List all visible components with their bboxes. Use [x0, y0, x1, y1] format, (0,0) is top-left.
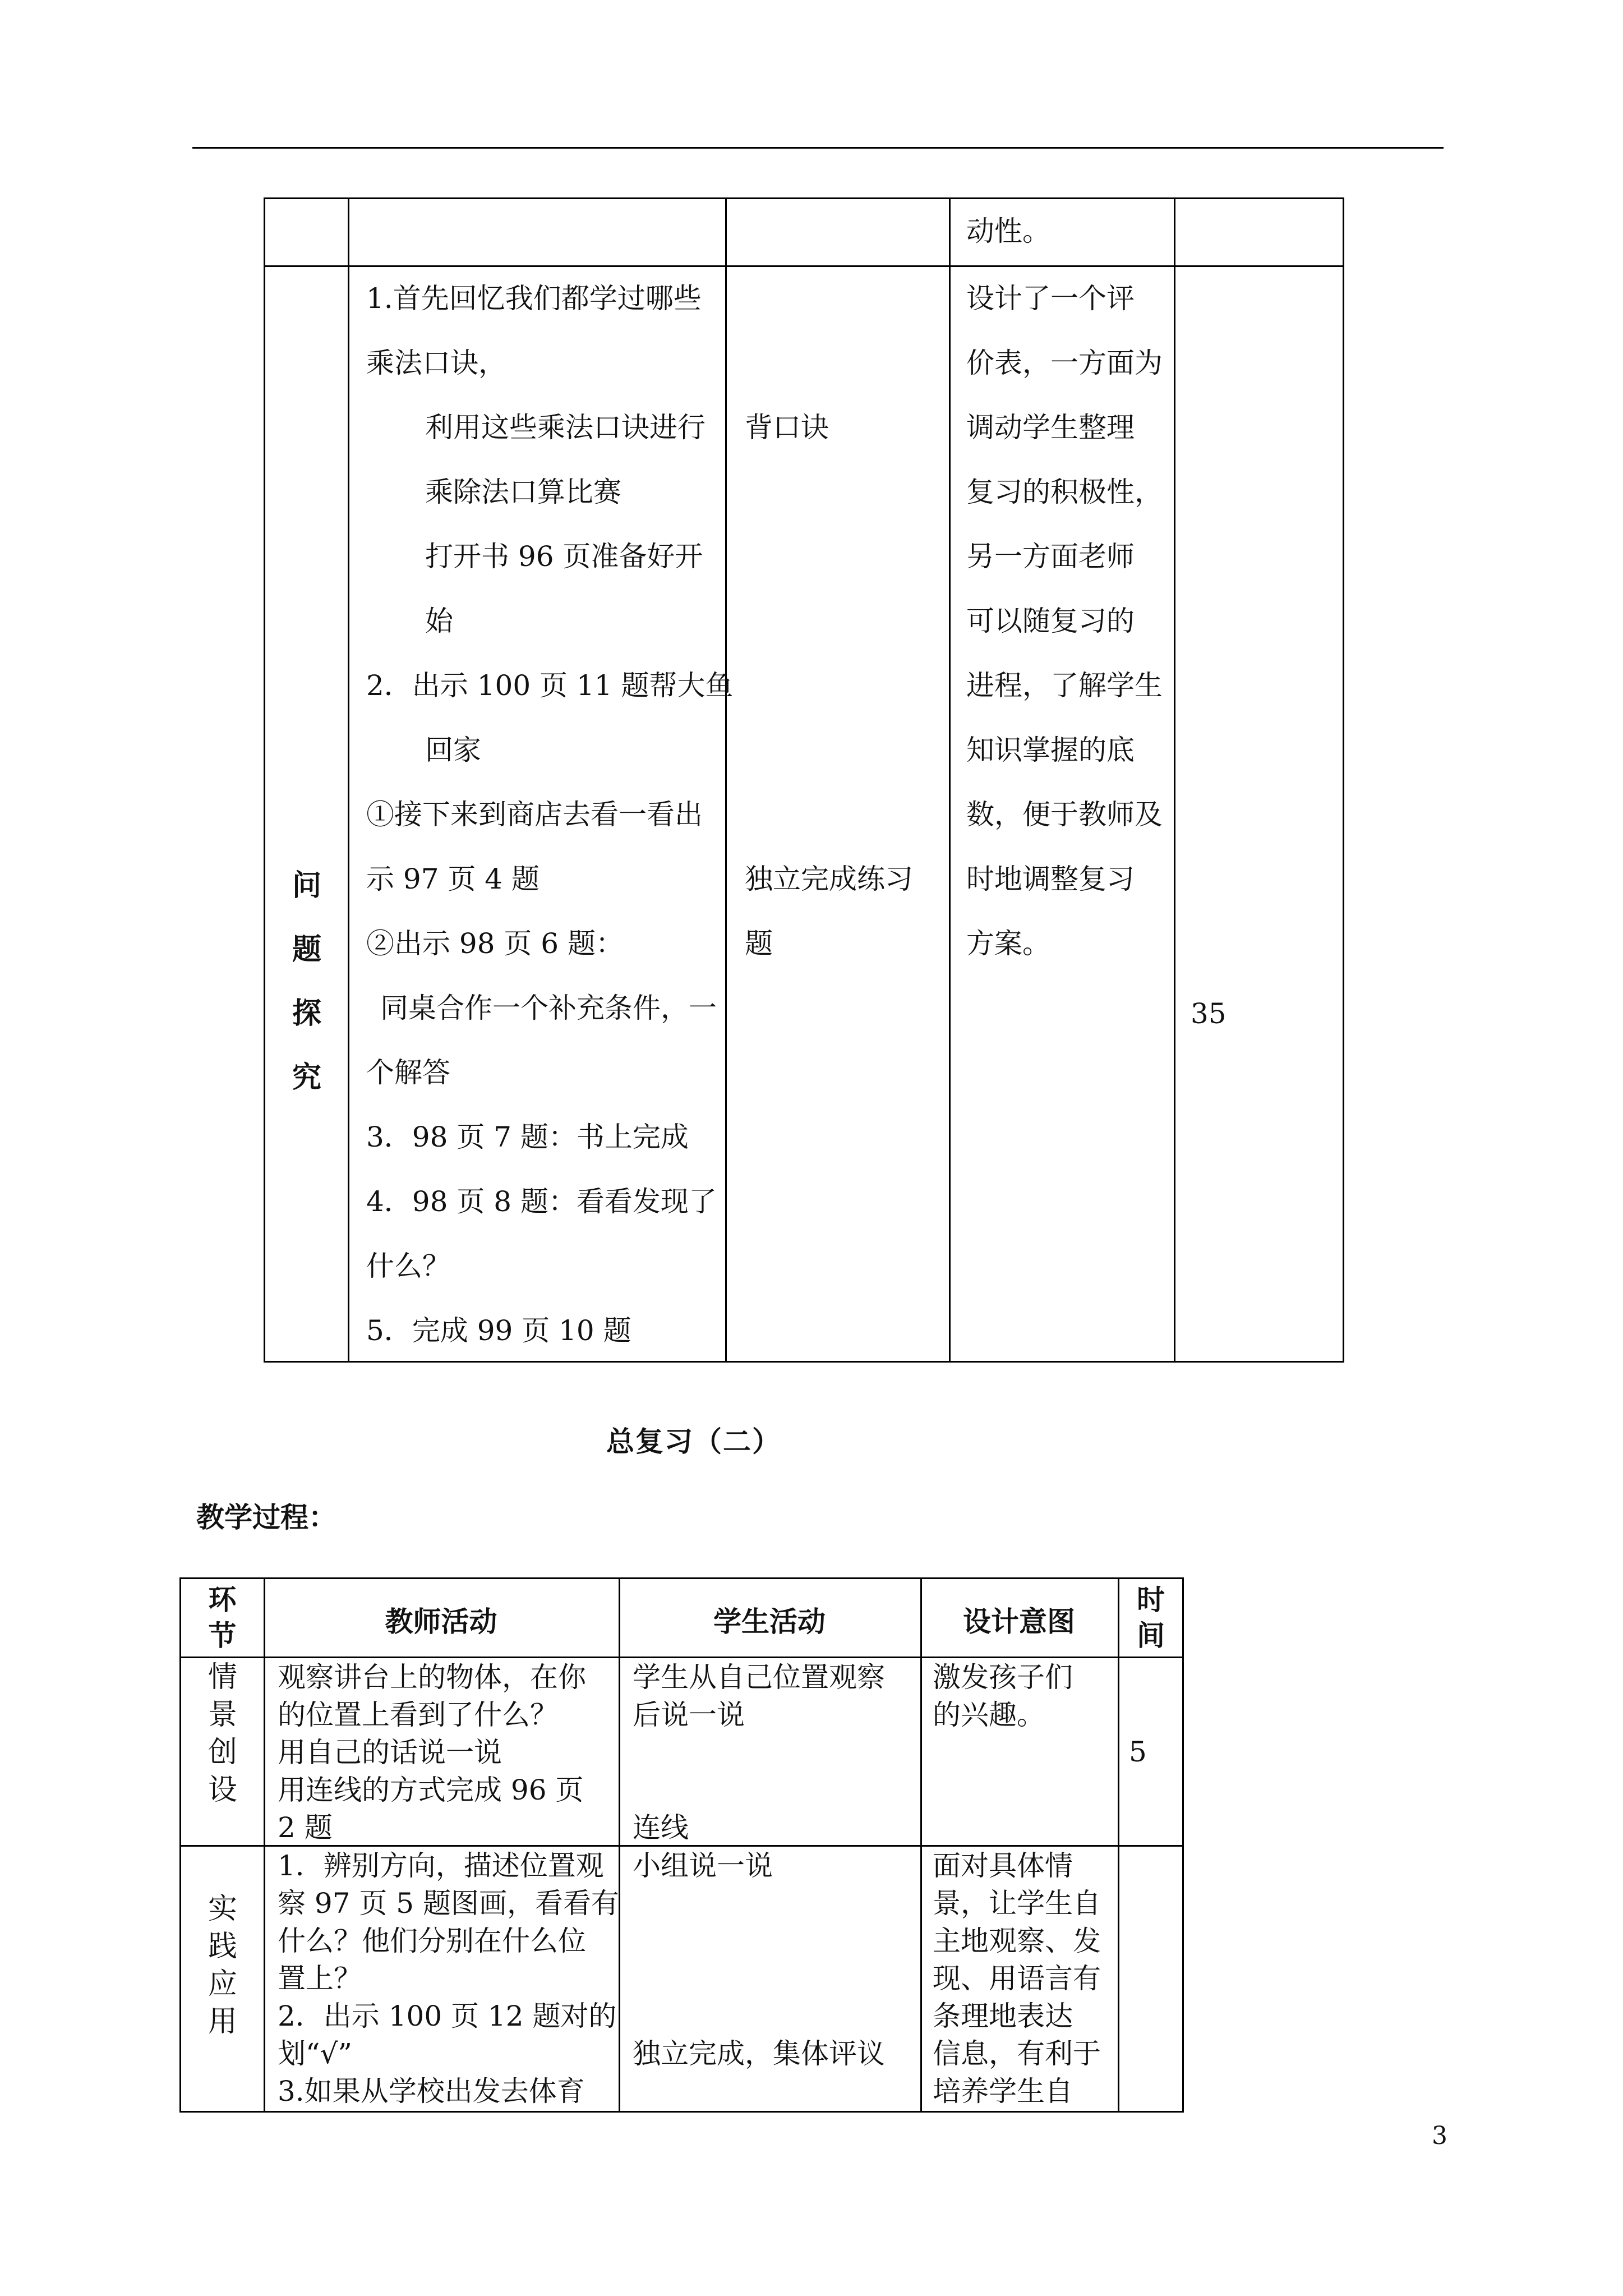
lesson-table-2	[179, 1577, 1184, 2113]
design-line: 数，便于教师及	[966, 798, 1163, 831]
header-time	[1118, 1582, 1184, 1654]
time-cell	[1191, 982, 1227, 1046]
stage-char: 探	[292, 996, 321, 1030]
teacher-line: 同桌合作一个补充条件，一	[380, 992, 717, 1024]
design-line: 面对具体情	[933, 1849, 1073, 1882]
design-line: 主地观察、发	[933, 1925, 1101, 1957]
stage-char: 应	[208, 1967, 237, 2001]
design-line: 知识掌握的底	[966, 734, 1135, 766]
teacher-line: 5．完成 99 页 10 题	[366, 1314, 631, 1347]
design-intent-cell	[966, 266, 1163, 976]
student-line: 题	[745, 927, 773, 960]
teacher-line: 始	[425, 605, 453, 637]
teacher-line: 3.如果从学校出发去体育	[278, 2075, 585, 2108]
design-line: 可以随复习的	[966, 605, 1135, 637]
student-activity-cell	[745, 395, 829, 460]
teacher-line: 2．出示 100 页 12 题对的	[278, 2000, 617, 2032]
design-line: 设计了一个评	[966, 282, 1135, 315]
design-line: 的兴趣。	[933, 1699, 1045, 1731]
teacher-activity-cell	[366, 266, 733, 1363]
design-line: 时地调整复习	[966, 863, 1135, 895]
teacher-line: 示 97 页 4 题	[366, 863, 540, 895]
header-teacher: 教师活动	[385, 1605, 497, 1638]
student-activity-extra	[633, 1809, 689, 1847]
header-char: 间	[1137, 1619, 1165, 1652]
header-rule	[192, 147, 1444, 149]
stage-char: 问	[292, 868, 321, 903]
student-activity-cell	[633, 1847, 773, 1885]
time-value: 35	[1191, 997, 1227, 1030]
teacher-line: 1．辨别方向，描述位置观	[278, 1849, 604, 1882]
teacher-line: 置上？	[278, 1962, 362, 1995]
student-line: 背口诀	[745, 411, 829, 444]
design-line: 条理地表达	[933, 2000, 1073, 2032]
time-value: 5	[1129, 1736, 1147, 1768]
time-cell	[1129, 1733, 1147, 1771]
header-stage	[181, 1582, 264, 1654]
design-line: 价表，一方面为	[966, 347, 1163, 379]
teacher-line: 2．出示 100 页 11 题帮大鱼	[366, 669, 734, 702]
header-student: 学生活动	[713, 1605, 826, 1638]
student-line: 独立完成，集体评议	[633, 2037, 885, 2070]
design-line: 信息，有利于	[933, 2037, 1101, 2070]
row-divider	[181, 1657, 1182, 1658]
teacher-line: ②出示 98 页 6 题：	[366, 927, 624, 960]
teacher-line: 划“√”	[278, 2037, 352, 2070]
teacher-activity-cell	[278, 1659, 586, 1847]
section-title: 总复习（二）	[606, 1425, 781, 1458]
design-line: 进程，了解学生	[966, 669, 1163, 702]
teacher-line: 打开书 96 页准备好开	[425, 540, 703, 573]
design-line: 复习的积极性，	[966, 476, 1163, 508]
student-line: 学生从自己位置观察	[633, 1661, 885, 1694]
teacher-line: 3．98 页 7 题：书上完成	[366, 1121, 689, 1153]
teacher-line: 1.首先回忆我们都学过哪些	[366, 282, 702, 315]
design-intent-cell	[933, 1659, 1073, 1734]
student-activity-extra	[633, 2035, 885, 2073]
student-line: 独立完成练习	[745, 863, 913, 895]
teacher-line: 观察讲台上的物体，在你	[278, 1661, 586, 1694]
teacher-line: 个解答	[366, 1056, 450, 1089]
stage-char: 用	[208, 2005, 237, 2039]
teacher-line: 察 97 页 5 题图画，看看有	[278, 1887, 620, 1920]
stage-char: 情	[208, 1660, 237, 1694]
teacher-line: 什么？他们分别在什么位	[278, 1925, 586, 1957]
teacher-activity-cell	[278, 1847, 619, 2110]
stage-char: 景	[208, 1698, 237, 1732]
design-line: 现、用语言有	[933, 1962, 1101, 1995]
design-line: 激发孩子们	[933, 1661, 1073, 1694]
design-line: 调动学生整理	[966, 411, 1135, 444]
teacher-line: 的位置上看到了什么？	[278, 1699, 558, 1731]
stage-label-cell	[279, 854, 335, 1110]
stage-label-cell	[189, 1890, 256, 2041]
lesson-table-1	[264, 197, 1344, 1363]
design-text: 动性。	[966, 215, 1050, 247]
stage-char: 究	[292, 1060, 321, 1094]
stage-char: 设	[208, 1773, 237, 1807]
teacher-line: 乘除法口算比赛	[425, 476, 621, 508]
student-line: 小组说一说	[633, 1849, 773, 1882]
design-line: 培养学生自	[933, 2075, 1073, 2108]
page-number: 3	[1432, 2122, 1447, 2150]
stage-label-cell	[189, 1659, 256, 1809]
stage-char: 实	[208, 1892, 237, 1926]
teacher-line: 利用这些乘法口诀进行	[425, 411, 706, 444]
row0-design-cell	[966, 199, 1050, 264]
teacher-line: ①接下来到商店去看一看出	[366, 798, 703, 831]
stage-char: 践	[208, 1930, 237, 1963]
header-design: 设计意图	[963, 1605, 1075, 1638]
design-intent-cell	[933, 1847, 1101, 2110]
design-line: 另一方面老师	[966, 540, 1135, 573]
teacher-line: 用自己的话说一说	[278, 1736, 502, 1769]
header-char: 时	[1137, 1583, 1165, 1616]
process-label: 教学过程：	[196, 1501, 336, 1534]
col-divider	[949, 199, 951, 1361]
teacher-line: 乘法口诀，	[366, 347, 506, 379]
student-line: 后说一说	[633, 1699, 745, 1731]
teacher-line: 2 题	[278, 1811, 333, 1844]
header-char: 节	[208, 1619, 237, 1652]
col-divider	[1174, 199, 1175, 1361]
design-line: 景，让学生自	[933, 1887, 1101, 1920]
student-line: 连线	[633, 1811, 689, 1844]
teacher-line: 回家	[425, 734, 481, 766]
design-line: 方案。	[966, 927, 1050, 960]
stage-char: 题	[292, 932, 321, 967]
header-char: 环	[208, 1583, 237, 1616]
student-activity-cell	[633, 1659, 885, 1734]
student-activity-cell	[745, 847, 913, 976]
teacher-line: 4．98 页 8 题：看看发现了	[366, 1185, 717, 1218]
stage-char: 创	[208, 1736, 237, 1769]
col-divider	[348, 199, 349, 1361]
teacher-line: 用连线的方式完成 96 页	[278, 1774, 584, 1806]
teacher-line: 什么？	[366, 1250, 450, 1282]
